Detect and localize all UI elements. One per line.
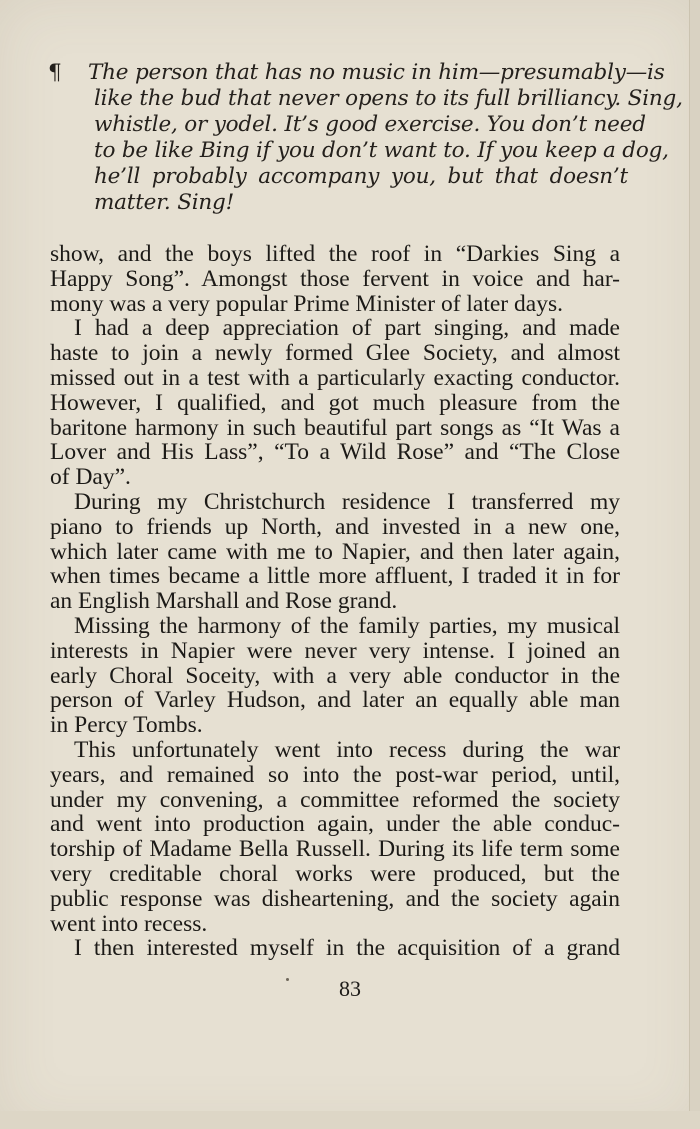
text-line: an English Marshall and Rose grand. [50, 588, 398, 615]
text-line: person of Varley Hudson, and later an equally able man [50, 687, 620, 714]
text-line: haste to join a newly formed Glee Society, and almost [50, 340, 620, 367]
quote-line [48, 60, 665, 86]
text-line: mony was a very popular Prime Minister of later days. [50, 290, 563, 317]
text-line: of Day”. [50, 464, 131, 491]
text-line: interests in Napier were never very intense. I joined an [50, 637, 620, 664]
text-line: and went into production again, under the able conduc- [50, 811, 620, 838]
quote-line: he’ll probably accompany you, but that doesn’t [94, 164, 628, 189]
text-line: went into recess. [50, 910, 208, 937]
text-line: During my Christchurch residence I transferred my [74, 488, 620, 515]
text-line: early Choral Soceity, with a very able conductor in the [50, 662, 620, 689]
text-line: baritone harmony in such beautiful part songs as “It Was a [50, 414, 620, 441]
text-line: missed out in a test with a particularly exacting conductor. [50, 364, 620, 391]
page-number: 83 [339, 976, 361, 1001]
text-line: I then interested myself in the acquisition of a grand [74, 935, 620, 962]
text-line: This unfortunately went into recess during the war [74, 736, 620, 763]
text-line: when times became a little more affluent, I traded it in for [50, 563, 620, 590]
page-bottom-edge [0, 1111, 700, 1129]
text-line: Happy Song”. Amongst those fervent in voice and har- [50, 265, 620, 292]
text-line: years, and remained so into the post-war period, until, [50, 761, 620, 788]
pilcrow-icon: ¶ [48, 60, 62, 85]
text-line: under my convening, a committee reformed the society [50, 786, 620, 813]
quote-line: to be like Bing if you don’t want to. If you keep a dog, [94, 138, 669, 163]
text-line: in Percy Tombs. [50, 712, 203, 739]
quote-line: like the bud that never opens to its full brilliancy. Sing, [94, 86, 683, 111]
text-line: However, I qualified, and got much pleasure from the [50, 389, 620, 416]
text-line: Missing the harmony of the family parties, my musical [74, 612, 620, 639]
quote-line: matter. Sing! [94, 190, 235, 215]
text-line: public response was disheartening, and the society again [50, 885, 620, 912]
text-line: which later came with me to Napier, and then later again, [50, 538, 620, 565]
page-edge [689, 0, 700, 1129]
quote-line-text: The person that has no music in him—presumably—is [88, 60, 665, 85]
text-line: show, and the boys lifted the roof in “Darkies Sing a [50, 241, 620, 267]
text-line: very creditable choral works were produced, but the [50, 860, 620, 887]
text-line: torship of Madame Bella Russell. During its life term some [50, 836, 620, 863]
quote-line: whistle, or yodel. It’s good exercise. You don’t need [94, 112, 646, 137]
body-text [50, 242, 620, 961]
text-line: piano to friends up North, and invested in a new one, [50, 513, 620, 540]
text-line: Lover and His Lass”, “To a Wild Rose” and “The Close [50, 439, 620, 466]
text-line: I had a deep appreciation of part singing, and made [74, 315, 620, 342]
pull-quote [48, 60, 683, 216]
